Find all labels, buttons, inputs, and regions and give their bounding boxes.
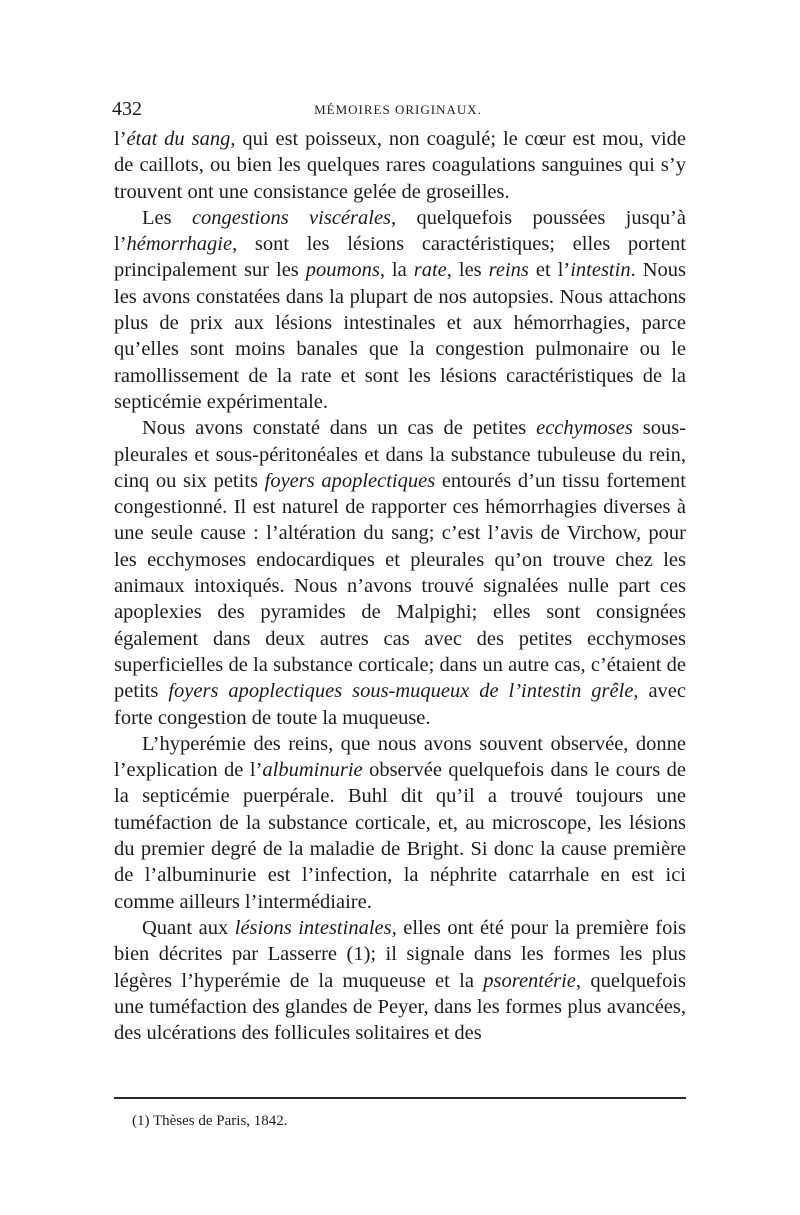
text-run: L’hyperémie des reins, que nous avons souvent observée, donne l’explication de l’ (114, 732, 686, 782)
italic-text: ecchymoses (536, 417, 633, 440)
italic-text: état du sang (126, 128, 231, 150)
paragraph (114, 731, 686, 915)
italic-text: foyers apoplectiques (264, 469, 436, 492)
text-run: observée quelquefois dans le cours de la septicémie puerpérale. Buhl dit qu’il a trouvé toujours une tuméfaction de la substance corticale, et, au microscope, les lésions du premier degré de la maladie de Bright. Si donc la cause première de l’albuminurie est l’infection, la néphrite catarrhale en est ici comme ailleurs l’intermédiaire. (114, 759, 686, 913)
italic-text: congestions viscérales (191, 206, 392, 229)
italic-text: hémorrhagie (126, 233, 233, 256)
italic-text: psorentérie (483, 969, 576, 992)
paragraph (114, 915, 686, 1046)
footnote: (1) Thèses de Paris, 1842. (132, 1113, 288, 1129)
italic-text: lésions intestinales (234, 916, 392, 939)
page-header (112, 98, 684, 124)
page-number: 432 (112, 98, 142, 120)
text-run: , quelquefois une tuméfaction des glandes de Peyer, dans les formes plus avancées, des ulcérations des follicules solitaires et des (114, 969, 686, 1045)
text-run: , qui est poisseux, non coagulé; le cœur est mou, vide de caillots, ou bien les quelques rares coagulations sanguines qui s’y trouvent ont une consistance gelée de groseilles. (114, 128, 686, 203)
text-run: , quelquefois poussées jusqu’à l’ (114, 206, 687, 256)
text-run: , les (446, 259, 489, 282)
italic-text: rate (413, 259, 447, 282)
italic-text: intestin (570, 259, 631, 282)
text-run: , sont les lésions caractéristiques; elles portent principalement sur les (114, 233, 686, 282)
italic-text: foyers apoplectiques sous-muqueux de l’intestin grêle (168, 680, 634, 703)
italic-text: reins (488, 259, 529, 282)
text-run: sous-pleurales et sous-péritonéales et dans la substance tubuleuse du rein, cinq ou six petits (114, 417, 686, 492)
text-run: , elles ont été pour la première fois bien décrites par Lasserre (1); il signale dans les formes les plus légères l’hyperémie de la muqueuse et la (114, 916, 687, 992)
text-run: , avec forte congestion de toute la muqueuse. (114, 680, 686, 729)
text-run: Quant aux (142, 916, 235, 939)
running-head: MÉMOIRES ORIGINAUX. (314, 102, 482, 117)
footnote-rule (114, 1097, 686, 1099)
italic-text: poumons (305, 259, 380, 282)
paragraph (114, 205, 686, 415)
text-run: entourés d’un tissu fortement congestionné. Il est naturel de rapporter ces hémorrhagies diverses à une seule cause : l’altération du sang; c’est l’avis de Virchow, pour les ecchymoses endocardiques et pleurales qu’on trouve chez les animaux intoxiqués. Nous n’avons trouvé signalées nulle part ces apoplexies des pyramides de Malpighi; elles sont consignées également dans deux autres cas avec des petites ecchymoses superficielles de la substance corticale; dans un autre cas, c’étaient de petits (114, 469, 687, 703)
text-run: , la (379, 259, 414, 282)
text-run: et l’ (528, 259, 571, 282)
text-run: Les (142, 206, 192, 229)
text-run: . Nous les avons constatées dans la plupart de nos autopsies. Nous attachons plus de prix aux lésions intestinales et aux hémorrhagies, parce qu’elles sont moins banales que la congestion pulmonaire ou le ramollissement de la rate et sont les lésions caractéristiques de la septicémie expérimentale. (114, 259, 686, 413)
body-text (114, 126, 686, 1046)
paragraph (114, 415, 686, 731)
paragraph (114, 126, 686, 205)
text-run: l’ (114, 128, 127, 150)
italic-text: albuminurie (262, 759, 363, 782)
text-run: Nous avons constaté dans un cas de petites (142, 417, 537, 440)
